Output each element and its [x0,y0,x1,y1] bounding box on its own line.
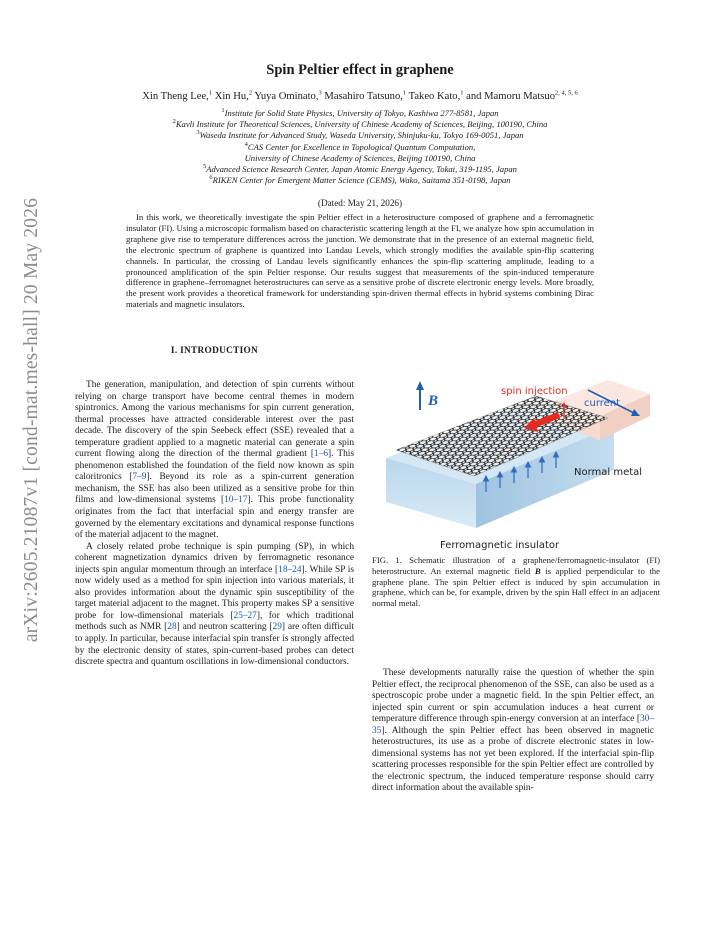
affiliation-line [0,142,720,153]
figure-1 [378,360,668,560]
author-affiliation-mark: 3 [318,89,322,97]
paragraph-text: ]. This phenomenon established the foundation of the field now known as spin caloritronics [ [75,449,354,483]
affiliation-line [0,108,720,119]
affiliation-text: Waseda Institute for Advanced Study, Waseda University, Shinjuku-ku, Tokyo 169-0051, Japan [199,130,524,141]
paper-title: Spin Peltier effect in graphene [266,62,454,78]
caption-label: FIG. 1. [372,555,402,565]
figure-1-caption [372,555,660,609]
author-affiliation-mark: 2, 4, 5, 6 [555,89,578,97]
paragraph-text: ]. Beyond its role as a spin-current generation mechanism, the SSE has also been utilized as a sensitive probe for thin films and low-dimensional systems [ [75,472,354,506]
left-column [75,380,354,669]
paragraph-text: ], for which traditional methods such as NMR [ [75,610,355,633]
affiliation-line [0,175,720,186]
citation-link[interactable]: 25–27 [233,610,257,621]
author-name: Masahiro Tatsuno, [321,91,403,102]
paragraph-text: ]. This probe functionality originates from the fact that interfacial spin and energy transfer are governed by the elementary excitations and dynamical response functions of the material adjacent to the magnet. [75,495,355,541]
affiliation-line [0,119,720,130]
author-affiliation-mark: 1 [460,89,464,97]
author-name: Xin Theng Lee, [142,91,209,102]
citation-link[interactable]: 10–17 [224,495,248,506]
intro-paragraph-3 [372,668,654,795]
author-list [0,91,720,102]
dated-line: (Dated: May 21, 2026) [317,198,403,208]
affiliation-number: 3 [196,129,200,137]
citation-link[interactable]: 18–24 [278,564,302,575]
affiliation-text: RIKEN Center for Emergent Matter Science (CEMS), Wako, Saitama 351-0198, Japan [212,175,511,186]
author-affiliation-mark: 1 [402,89,407,97]
paragraph-text: ]. While SP is now widely used as a method for spin injection into various materials, it also provides information about the dynamic spin susceptibility of the target material adjacent to the magnet. This property makes SP a sensitive probe for low-dimensional materials [ [75,564,354,621]
caption-text-b: is applied perpendicular to the graphene plane. The spin Peltier effect is induced by spin accumulation in graphene, which can be, for example, driven by the spin Hall effect in an adjacent normal metal. [372,565,660,609]
author-name: Xin Hu, [212,91,249,102]
arxiv-sidebar [12,190,52,650]
right-column [372,668,654,795]
author-name: Yuya Ominato, [252,91,319,102]
author-name: and Mamoru Matsuo [463,91,556,102]
paragraph-text: These developments naturally raise the question of whether the spin Peltier effect, the reciprocal phenomenon of the SSE, can also be used as a spectroscopic probe under a magnetic field. In the spin Peltier effect, an injected spin current or spin accumulation induces a heat current or temperature difference through spin-energy conversion at an interface [ [372,668,654,725]
author-affiliation-mark: 2 [248,89,253,97]
citation-link[interactable]: 30–35 [372,714,654,736]
paragraph-text: The generation, manipulation, and detection of spin currents without relying on charge transport have become central themes in modern spintronics. Among the various mechanisms for spin current generation, thermal processes have attracted considerable interest over the past decade. The discovery of the spin Seebeck effect (SSE) revealed that a temperature gradient applied to a magnetic material can generate a spin current flowing along the direction of the thermal gradient [ [75,380,354,460]
affiliation-line [0,164,720,175]
affiliation-number: 5 [203,163,207,171]
author-name: Takeo Kato, [406,91,461,102]
citation-link[interactable]: 29 [272,622,282,633]
affiliation-text: University of Chinese Academy of Sciences, Beijing 100190, China [244,152,476,163]
affiliation-line [0,153,720,164]
intro-paragraph-1 [75,380,354,542]
affiliation-number: 4 [244,140,248,148]
author-affiliation-mark: 1 [208,89,213,97]
label-current: current [584,398,621,409]
abstract: In this work, we theoretically investigate the spin Peltier effect in a heterostructure composed of graphene and a ferromagnetic insulator (FI). Using a microscopic formalism based on characteristic scattering length at the FI, we analyze how spin accumulation in graphene give rise to temperature differences across the junction. We demonstrate that in the presence of an external magnetic field, the electronic spectrum of graphene is quantized into Landau Levels, which strongly modifies the available spin-flip scattering channels. In particular, the crossing of Landau levels significantly enhances the spin-flip scattering amplitude, leading to a pronounced amplification of the spin Peltier response. Our results suggest that measurements of the spin-induced temperature difference in graphene–ferromagnet heterostructures can serve as a sensitive probe of discrete electronic energy levels. More broadly, the present work provides a theoretical framework for understanding spin-driven thermal effects in hybrid systems combining Dirac materials and magnetic insulators. [126,212,594,310]
arxiv-identifier: arXiv:2605.21087v1 [cond-mat.mes-hall] 20 May 2026 [21,197,42,643]
affiliation-text: CAS Center for Excellence in Topological Quantum Computation, [247,141,476,152]
affiliation-list [0,108,720,186]
label-spin-injection: spin injection [501,386,568,397]
section-heading-introduction: I. INTRODUCTION [170,346,259,356]
citation-link[interactable]: 28 [167,622,177,633]
label-normal-metal: Normal metal [574,467,643,478]
paragraph-text: A closely related probe technique is spin pumping (SP), in which coherent magnetization dynamics driven by ferromagnetic resonance injects spin angular momentum through an interface [ [75,541,354,575]
label-magnetic-field: B [428,393,439,409]
affiliation-text: Kavli Institute for Theoretical Sciences, University of Chinese Academy of Sciences, Beijing, 100190, China [175,119,548,130]
affiliation-line [0,130,720,141]
citation-link[interactable]: 7–9 [132,472,147,483]
heterostructure-schematic [378,360,668,560]
affiliation-number: 1 [221,107,225,115]
intro-paragraph-2 [75,542,354,669]
affiliation-number: 6 [209,174,213,182]
affiliation-text: Institute for Solid State Physics, University of Tokyo, Kashiwa 277-8581, Japan [224,108,499,118]
paragraph-text: ]. Although the spin Peltier effect has been observed in magnetic heterostructures, its use as a probe of discrete electronic states in low-dimensional systems has not yet been explored. If the interfacial spin-flip scattering processes responsible for the spin Peltier effect are controlled by the electronic spectrum, the induced temperature response should carry direct information about the available spin- [372,725,654,794]
affiliation-text: Advanced Science Research Center, Japan Atomic Energy Agency, Tokai, 319-1195, Japan [206,164,517,175]
magnetic-field-arrow [416,381,424,410]
label-ferromagnetic-insulator: Ferromagnetic insulator [440,540,560,551]
caption-text-a: Schematic illustration of a graphene/ferromagnetic-insulator (FI) heterostructure. An external magnetic field [372,555,660,576]
caption-symbol-B: B [534,565,541,576]
citation-link[interactable]: 1–6 [314,449,329,460]
paragraph-text: ] and neutron scattering [ [176,622,273,633]
affiliation-number: 2 [172,118,176,126]
paragraph-text: ] are often difficult to apply. In particular, because interfacial spin transfer is strongly affected by the electronic density of states, spin-current-based probes can detect discrete spectra and quantum oscillations in low-dimensional conductors. [75,622,355,668]
